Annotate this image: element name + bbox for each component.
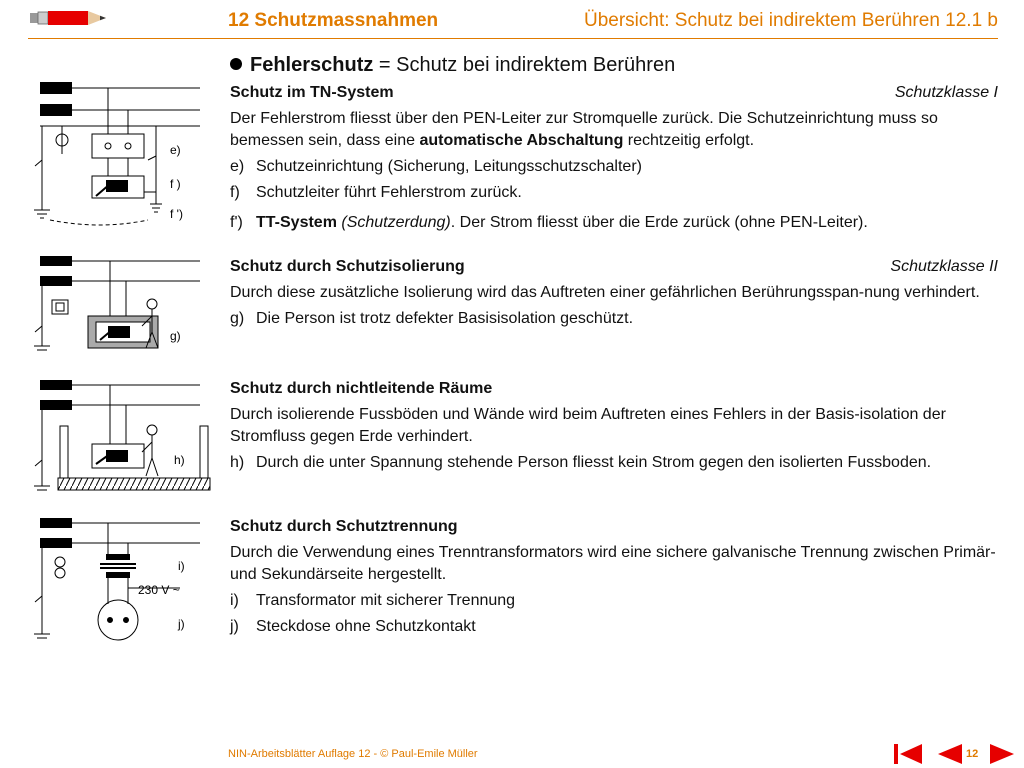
item-key: f) xyxy=(230,184,240,201)
page-number: 12 xyxy=(966,748,979,760)
item-text: Transformator mit sicherer Trennung xyxy=(256,592,516,609)
page-subtitle: Übersicht: Schutz bei indirektem Berühren 12.1 b xyxy=(584,10,998,31)
conductor-bar xyxy=(40,256,72,266)
item-text: Schutzleiter führt Fehlerstrom zurück. xyxy=(256,184,522,201)
section-heading xyxy=(230,516,998,538)
header-rule xyxy=(28,38,998,39)
heading-text: Schutz durch Schutztrennung xyxy=(230,518,458,535)
schutztrennung-diagram xyxy=(30,516,220,646)
insulating-wall xyxy=(200,426,208,478)
conductor-bar xyxy=(40,276,72,286)
section-heading xyxy=(230,378,998,400)
protection-class-label: Schutzklasse I xyxy=(894,84,998,101)
item-key: h) xyxy=(230,454,245,471)
section-text: Durch isolierende Fussböden und Wände wird beim Auftreten eines Fehlers in der Basis-isolation der Stromfluss gegen Erde verhindert. xyxy=(230,406,946,445)
list-item xyxy=(230,156,998,178)
item-rest: . Der Strom fliesst über die Erde zurück (ohne PEN-Leiter). xyxy=(450,214,868,231)
section-tn-system xyxy=(230,82,998,234)
item-text: Schutzeinrichtung (Sicherung, Leitungsschutzschalter) xyxy=(256,158,642,175)
text-bold: automatische Abschaltung xyxy=(419,132,624,149)
nichtleitende-raeume-diagram xyxy=(30,378,220,498)
text-post: rechtzeitig erfolgt. xyxy=(623,132,755,149)
list-item xyxy=(230,308,998,330)
protection-class-label: Schutzklasse II xyxy=(890,258,998,275)
item-key: i) xyxy=(230,592,239,609)
item-bold: TT-System xyxy=(256,214,337,231)
chapter-title: 12 Schutzmassnahmen xyxy=(228,10,439,31)
heading-text: Schutz durch Schutzisolierung xyxy=(230,258,465,275)
tn-system-diagram xyxy=(30,80,220,230)
footer-text: NIN-Arbeitsblätter Auflage 12 - © Paul-Emile Müller xyxy=(228,748,478,760)
slide-header xyxy=(0,0,1024,40)
section-heading xyxy=(230,82,998,104)
item-key: f') xyxy=(230,214,243,231)
label-f-prime: f ') xyxy=(170,207,183,221)
section-schutztrennung xyxy=(230,516,998,638)
heading-text: Schutz im TN-System xyxy=(230,84,394,101)
conductor-bar xyxy=(40,518,72,528)
socket-icon xyxy=(98,600,138,640)
person-icon xyxy=(147,425,157,435)
section-heading xyxy=(230,256,998,278)
next-page-icon[interactable] xyxy=(990,744,1014,764)
item-key: g) xyxy=(230,310,245,327)
item-text: Die Person ist trotz defekter Basisisolation geschützt. xyxy=(256,310,634,327)
transformer-icon xyxy=(106,554,130,560)
double-insulation-icon xyxy=(52,300,68,314)
first-page-icon[interactable] xyxy=(894,744,922,764)
section-text xyxy=(230,108,998,152)
voltage-label: 230 V ~ xyxy=(138,583,180,597)
item-text xyxy=(256,212,998,234)
bullet-icon xyxy=(230,58,242,70)
section-text: Durch die Verwendung eines Trenntransformators wird eine sichere galvanische Trennung zwischen Primär- und Sekundärseite hergestellt. xyxy=(230,544,996,583)
previous-page-icon[interactable] xyxy=(938,744,962,764)
conductor-bar xyxy=(40,104,72,116)
item-key: e) xyxy=(230,158,245,175)
label-j: j) xyxy=(178,617,185,631)
conductor-bar xyxy=(40,82,72,94)
list-item xyxy=(230,212,998,234)
socket-box xyxy=(92,134,144,158)
title-rest: = Schutz bei indirektem Berühren xyxy=(373,54,676,76)
label-f: f ) xyxy=(170,177,181,191)
heading-text: Schutz durch nichtleitende Räume xyxy=(230,380,493,397)
list-item xyxy=(230,452,998,474)
section-text: Durch diese zusätzliche Isolierung wird das Auftreten einer gefährlichen Berührungsspan-nung verhindert. xyxy=(230,284,980,301)
section-nichtleitende-raeume xyxy=(230,378,998,474)
conductor-bar xyxy=(40,380,72,390)
list-item xyxy=(230,616,998,638)
person-icon xyxy=(147,299,157,309)
item-text: Durch die unter Spannung stehende Person fliesst kein Strom gegen den isolierten Fussboden. xyxy=(256,454,932,471)
section-schutzisolierung xyxy=(230,256,998,330)
label-i: i) xyxy=(178,559,185,573)
label-e: e) xyxy=(170,143,181,157)
schutzisolierung-diagram xyxy=(30,254,220,354)
page-title xyxy=(230,54,675,77)
list-item xyxy=(230,590,998,612)
item-key: j) xyxy=(230,618,239,635)
title-bold: Fehlerschutz xyxy=(250,54,374,76)
label-h: h) xyxy=(174,453,185,467)
item-italic: (Schutzerdung) xyxy=(336,214,451,231)
insulating-wall xyxy=(60,426,68,478)
insulating-floor xyxy=(58,478,210,490)
text-pre: Der Fehlerstrom fliesst über den PEN-Leiter zur Stromquelle zurück. Die Schutzeinrichtung muss so bemessen sein, dass eine xyxy=(230,110,938,149)
conductor-bar xyxy=(40,400,72,410)
list-item xyxy=(230,182,998,204)
label-g: g) xyxy=(170,329,181,343)
item-text: Steckdose ohne Schutzkontakt xyxy=(256,618,476,635)
conductor-bar xyxy=(40,538,72,548)
pencil-logo-icon xyxy=(28,8,110,28)
transformer-symbol-icon xyxy=(55,557,65,567)
